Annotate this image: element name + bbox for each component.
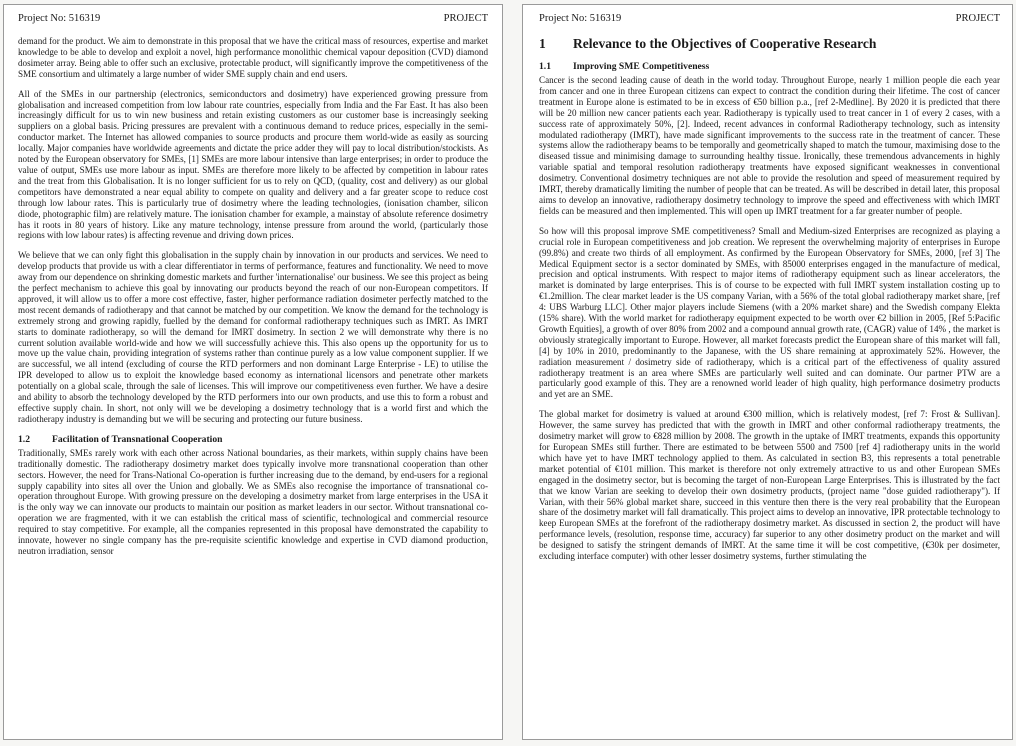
section-number: 1.2 (18, 433, 30, 445)
header-label: PROJECT (955, 13, 1000, 24)
section-heading-1 (539, 36, 1000, 52)
paragraph: Cancer is the second leading cause of death in the world today. Throughout Europe, nearly 1 million people die each year from cancer and one in three European citizens can expect to contract the condition during their lifetime. The cost of cancer treatment in Europe alone is estimated to be in excess of €50 billion p.a., [ref 2-Medline]. By 2020 it is predicted that there will be 20 million new cancer patients each year. Radiotherapy is typically used to treat cancer in 1 of every 2 cases, with a success rate of approximately 50%, [2]. Indeed, recent advances in conformal Radiotherapy technology, such as intensity modulated radiotherapy (IMRT), have made significant improvements to the success rate in the treatment of cancer. These systems allow the radiotherapy beams to be temporally and geometrically shaped to match the tumour, maximising dose to the diseased tissue and minimising damage to surrounding healthy tissue. Ironically, these tremendous advancements in highly variable spatial and temporal resolution radiotherapy treatments have exposed significant weaknesses in conventional dosimetry. Conventional dosimetry techniques are not able to provide the resolution and speed of measurement required by IMRT, thereby dramatically limiting the number of people that can be treated. As will be described in detail later, this proposal aims to develop an innovative, radiotherapy dosimetry technology to improve the speed and effectiveness with which IMRT fields can be measured and then implemented. This will open up IMRT treatment for a far greater number of people. (539, 75, 1000, 216)
project-number: Project No: 516319 (18, 13, 101, 24)
section-title: Relevance to the Objectives of Cooperative Research (573, 36, 877, 51)
section-heading-1-2 (18, 434, 488, 445)
section-title: Facilitation of Transnational Cooperation (52, 433, 223, 445)
paragraph: demand for the product. We aim to demonstrate in this proposal that we have the critical mass of resources, expertise and market knowledge to be able to develop and exploit a novel, high performance monolithic chemical vapour deposition (CVD) diamond dosimeter array. Being able to offer such an exclusive, protectable product, will significantly improve the competitiveness of the SME consortium and ultimately a large number of wider SME supply chain and end users. (18, 36, 488, 79)
paragraph: We believe that we can only fight this globalisation in the supply chain by innovation in our products and services. We need to develop products that provide us with a clear differentiator in terms of performance, features and functionality. We need to move away from our dependence on shrinking domestic markets and further 'internationalise' our business. We see this project as being the perfect mechanism to achieve this goal by innovating our products beyond the reach of our non-European competitors. If approved, it will allow us to offer a more cost effective, faster, higher performance radiation dosimeter perfectly matched to the most recent demands of radiotherapy and that cannot be matched by our competition. We know the demand for the technology is extremely strong and growing rapidly, fuelled by the demand for conformal radiotherapy techniques such as IMRT. As IMRT starts to dominate radiotherapy, so will the demand for IMRT dosimetry. In section 2 we will demonstrate why there is no current solution available world-wide and how we will successfully achieve this. This also opens up the opportunity for us to move up the value chain, providing integration of systems rather than continue purely as a low value component supplier. If we are successful, we all intend (excluding of course the RTD performers and non dominant Large Enterprise - LE) to utilise the IPR developed to allow us to exploit the knowledge based economy as international licensors and penetrate other markets potentially on a global scale, through the sale of licenses. This will improve our competitiveness even further. We have a desire and ability to absorb the technology developed by the RTD performers into our own products, and use this to form a robust and effective supply chain. In short, not only will we be developing a dosimetry technology that is a world first and which the radiotherapy industry is demanding but we will be securing and protecting our future business. (18, 250, 488, 424)
right-document-page (522, 4, 1013, 740)
paragraph: Traditionally, SMEs rarely work with each other across National boundaries, as their markets, within supply chains have been traditionally domestic. The radiotherapy dosimetry market does typically involve more transnational cooperation than other sectors. However, the need for Trans-National Co-operation is further increasing due to the demand, by end-users for a regional supply capability into sites all over the Union and globally. We as SMEs also recognise the importance of transnational co-operation throughout Europe. With growing pressure on the developing a dosimetry market from large enterprises in the USA it is the only way we can innovate our products to maintain our position as market leaders in our sector. Without transnational co-operation we are fragmented, with it we can establish the critical mass of scientific, technological and commercial resource required to stay competitive. For example, all the companies represented in this proposal have demonstrated the capability to innovate, however no single company has the pre-requisite scientific knowledge and expertise in CVD diamond production, neutron irradiation, sensor (18, 447, 488, 556)
paragraph: All of the SMEs in our partnership (electronics, semiconductors and dosimetry) have experienced growing pressure from globalisation and increased competition from low labour rate countries, especially from India and the Far East. It has also been increasingly difficult for us to win new business and retain existing customers as our customer base is increasingly seeking suppliers on a global basis. Pricing pressures are prevalent with a continuous demand to reduce prices, especially in the semi-conductor market. The Internet has allowed companies to source products and procure them world-wide as easily as sourcing locally. Major companies have worldwide agreements and dictate the price adder they will pay to local distribution/stockists. As noted by the European observatory for SMEs, [1] SMEs are more labour intensive than large enterprises; in order to produce the value of output, SMEs use more labour as input. SMEs are therefore more likely to be affected by competition in labour rates and the treat from this Globalisation. It is no longer sufficient for us to rely on QCD, (quality, cost and delivery) as our global competitors have demonstrated a near equal ability to compete on quality and delivery and a far greater scope to reduce cost through low labour rates. This is particularly true of dosimetry where the leading technologies, (ionisation chamber, silicon diode, photographic film) are relatively mature. The ionisation chamber for example, a mainstay of absolute reference dosimetry has it roots in 80 years of history. Like any mature technology, intense pressure from around the world, (particularly those regions with low labour rates) is affecting revenue and driving down prices. (18, 88, 488, 241)
section-number: 1.1 (539, 61, 551, 72)
header-label: PROJECT (443, 13, 488, 24)
section-heading-1-1 (539, 61, 1000, 72)
section-number: 1 (539, 36, 546, 51)
section-title: Improving SME Competitiveness (573, 61, 710, 72)
page-header (18, 13, 488, 24)
left-document-page (3, 4, 503, 740)
project-number: Project No: 516319 (539, 13, 622, 24)
paragraph: So how will this proposal improve SME competitiveness? Small and Medium-sized Enterprises are recognized as playing a crucial role in European competitiveness and job creation. We represent the overwhelming majority of enterprises in Europe (99.8%) and create two thirds of all employment. As confirmed by the European Observatory for SMEs, 2000, [ref 3] The Medical Equipment sector is a sector dominated by SMEs, with 85000 enterprises engaged in the manufacture of medical, precision and optical instruments. With respect to major items of radiotherapy equipment such as linear accelerators, the market is dominated by large enterprises. This is of course to be expected with full IMRT system installation costing up to €1.2million. The clear market leader is the US company Varian, with a 56% of the total global radiotherapy market share, [ref 4: UBS Warburg LLC]. Other major players include Siemens (with a 20% market share) and the Swedish company Elekta (15% share). With the world market for radiotherapy equipment expected to be worth over €2 billion in 2005, [Ref 5:Pacific Growth Equities], a growth of over 80% from 2002 and a compound annual growth rate, (CAGR) value of 14% , the market is obviously strategically important to Europe. However, all market forecasts predict the European share of this market will fall, [4] by 10% in 2010, predominantly to the Japanese, with the US share remaining at approximately 52%. However, the radiation measurement / dosimetry side of radiotherapy, which is a critical part of the effectiveness of quality assured radiotherapy treatment is an area where SMEs are particularly well suited and can dominate. Our partner PTW are a particularly good example of this. They are a renowned world leader of high quality, high performance dosimetry products and yet are an SME. (539, 225, 1000, 400)
page-body (539, 75, 1000, 562)
page-header (539, 13, 1000, 24)
paragraph: The global market for dosimetry is valued at around €300 million, which is relatively modest, [ref 7: Frost & Sullivan]. However, the same survey has predicted that with the growth in IMRT and other conformal radiotherapy treatments, the dosimetry market will grow to €828 million by 2008. The growth in the uptake of IMRT treatments, expands this opportunity for European SMEs still further. There are estimated to be between 5500 and 7500 [ref 4] radiotherapy units in the world which have yet to have IMRT technology applied to them. As calculated in section B3, this represents a total penetrable market potential of €101 million. This market is therefore not only extremely attractive to us and other European SMEs engaged in the dosimetry sector, but is becoming the target of non-European Large Enterprises. This is illustrated by the fact that we know Varian are seeking to develop their own dosimetry products, (project name "dose guided radiotherapy"). If Varian, with their 56% global market share, succeed in this venture then there is the very real probability that the European share of the dosimetry market will fall dramatically. This project aims to develop an innovative, IPR protectable technology to keep European SMEs at the forefront of the radiotherapy dosimetry market. As discussed in section 2, the product will have performance levels, (resolution, response time, accuracy) far superior to any other dosimetry product on the market and will be designed to satisfy the stringent demands of IMRT. At the same time it will be cost competitive, (€30k per dosimeter, excluding interface computer) with other lesser dosimetry systems, further stimulating the (539, 409, 1000, 562)
page-body (18, 36, 488, 557)
